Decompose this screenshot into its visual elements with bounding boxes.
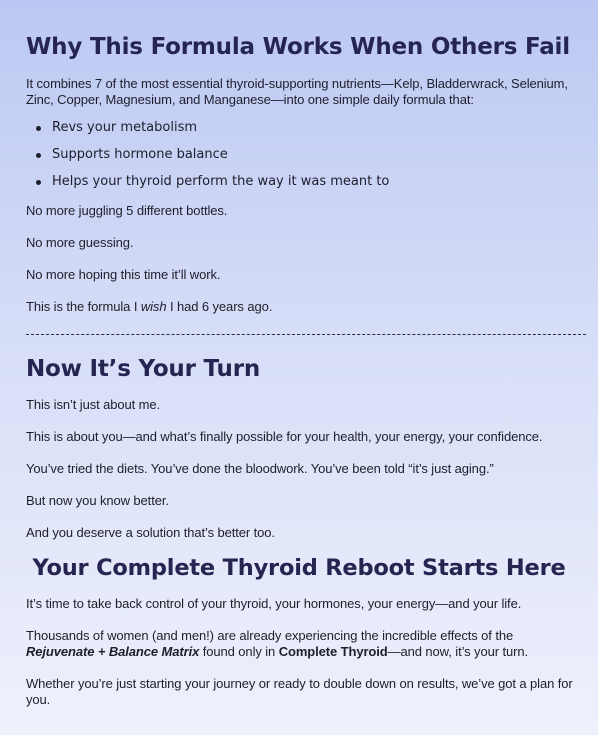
paragraph: No more guessing.: [26, 235, 134, 250]
bullet-icon: [36, 180, 41, 185]
intro-paragraph: It combines 7 of the most essential thyroid-supporting nutrients—Kelp, Bladderwrack, Selenium, Zinc, Copper, Magnesium, and Manganese—into one simple daily formula that:: [26, 76, 568, 107]
closing-paragraph: [26, 299, 574, 315]
text-segment: I had 6 years ago.: [166, 299, 273, 314]
list-item-text: Helps your thyroid perform the way it was meant to: [52, 174, 390, 189]
dashed-divider: [26, 334, 586, 335]
text-segment: This is the formula I: [26, 299, 141, 314]
product-matrix-name: Rejuvenate + Balance Matrix: [26, 644, 200, 659]
list-item-text: Supports hormone balance: [52, 147, 228, 162]
paragraph: No more juggling 5 different bottles.: [26, 203, 228, 218]
text-segment: found only in: [199, 644, 279, 659]
paragraph: This isn’t just about me.: [26, 397, 161, 412]
bullet-icon: [36, 153, 41, 158]
matrix-paragraph: [26, 628, 574, 660]
paragraph: And you deserve a solution that’s better too.: [26, 525, 275, 540]
text-segment: —and now, it’s your turn.: [387, 644, 528, 659]
text-segment: Thousands of women (and men!) are already experiencing the incredible effects of the: [26, 628, 514, 643]
list-item: [52, 147, 228, 163]
section-heading-reboot: Your Complete Thyroid Reboot Starts Here: [32, 555, 566, 581]
section-heading-formula: Why This Formula Works When Others Fail: [26, 34, 570, 60]
paragraph: Whether you’re just starting your journey or ready to double down on results, we’ve got a plan for you.: [26, 676, 573, 707]
section-heading-your-turn: Now It’s Your Turn: [26, 356, 261, 382]
paragraph: You’ve tried the diets. You’ve done the bloodwork. You’ve been told “it’s just aging.”: [26, 461, 494, 476]
list-item: [52, 174, 389, 190]
list-item: [52, 120, 197, 136]
paragraph: No more hoping this time it’ll work.: [26, 267, 221, 282]
list-item-text: Revs your metabolism: [52, 120, 197, 135]
paragraph: But now you know better.: [26, 493, 169, 508]
paragraph: It’s time to take back control of your thyroid, your hormones, your energy—and your life.: [26, 596, 522, 611]
product-name: Complete Thyroid: [278, 644, 388, 659]
emphasis-text: wish: [140, 299, 167, 314]
paragraph: This is about you—and what’s finally possible for your health, your energy, your confidence.: [26, 429, 543, 444]
bullet-icon: [36, 126, 41, 131]
